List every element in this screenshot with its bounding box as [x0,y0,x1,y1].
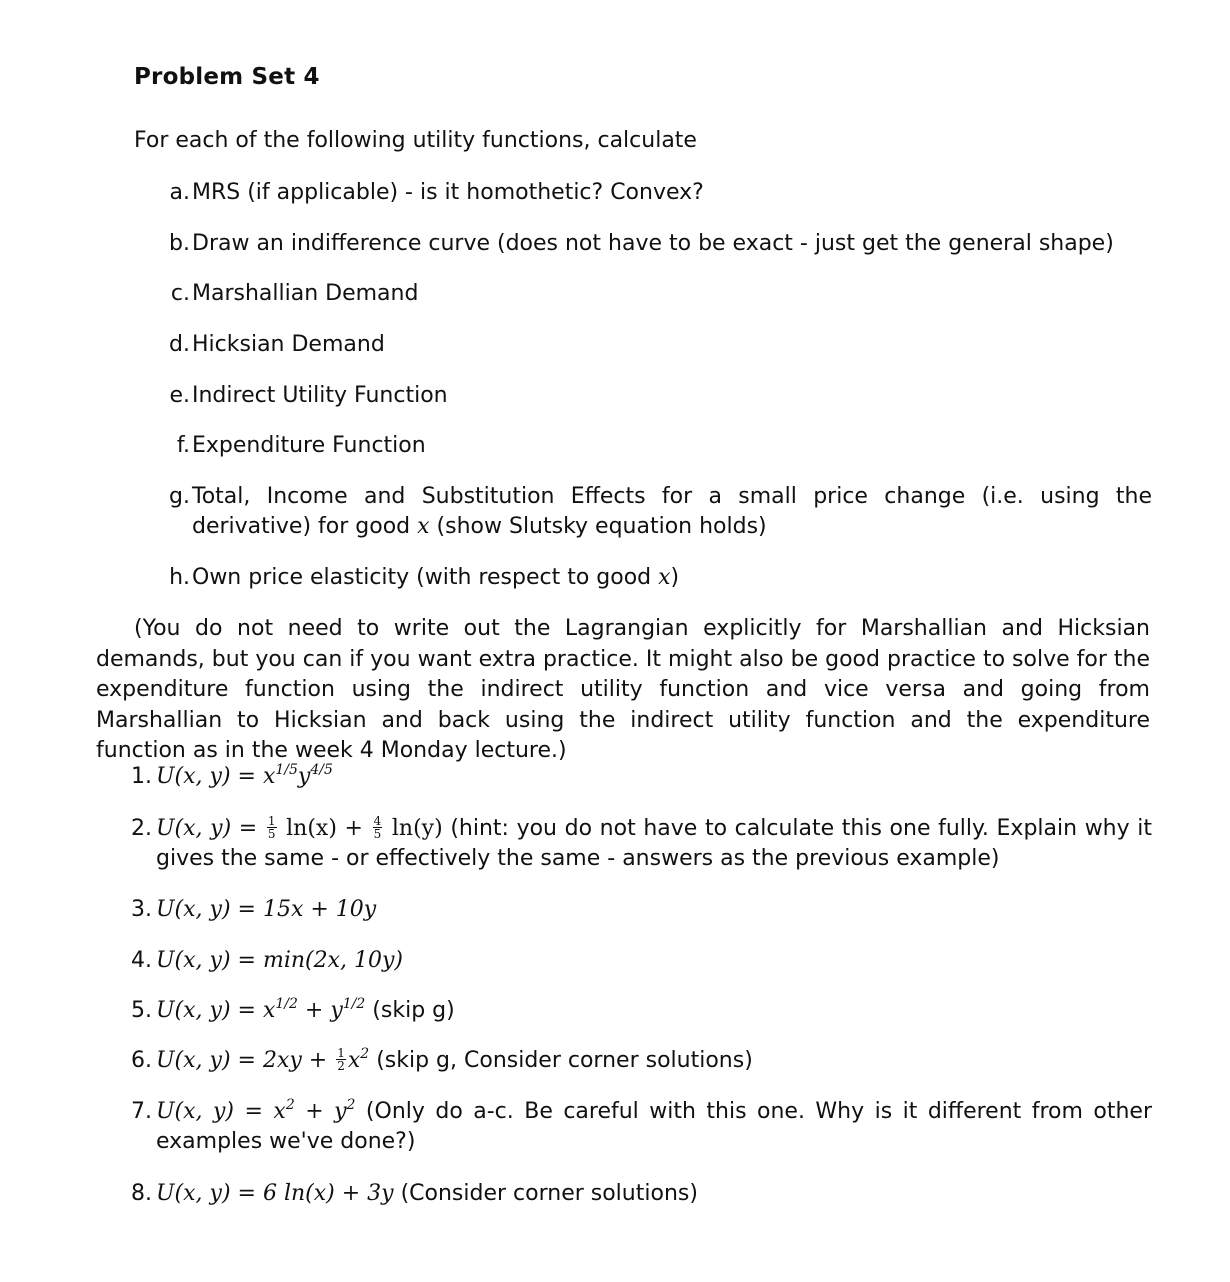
instructions-paragraph: (You do not need to write out the Lagrangian explicitly for Marshallian and Hicksian demands, but you can if you want extra practice. It might also be good practice to solve for the expenditure function using the indirect utility function and vice versa and going from Marshallian to Hicksian and back using the indirect utility function and the expenditure function as in the week 4 Monday lecture.) [96,616,1150,763]
intro-text: For each of the following utility functions, calculate [134,128,697,153]
utility-formula: U(x, y) = 2xy + $\frac{1}{2}$ $x^2$ (skip g, Consider corner solutions) [156,1045,753,1073]
utility-formula: U(x, $y) = x^{1/2} + y^{1/2}$ (skip g) [156,996,455,1023]
utility-formula: U(x, $y) = x^{1/5}y^{4/5}$ [156,762,333,789]
item-number: 7. [131,1099,152,1124]
page-title: Problem Set 4 [134,64,320,90]
list-item-text: Indirect Utility Function [192,383,448,408]
item-number: 1. [131,764,152,789]
list-item-text: Hicksian Demand [192,332,385,357]
fraction: $\frac{1}{5}$ [267,813,276,841]
utility-formula: U(x, y) = $\frac{1}{5}$ ln(x) + $\frac{4}{5}$ ln(y) (hint: you do not have to calculate this one fully. Explain why it gives the same - or effectively the same - answers as the previous example) [156,813,1153,871]
item-number: 4. [131,948,152,973]
list-item-text: Total, Income and Substitution Effects for a small price change (i.e. using the derivative) for good x (show Slutsky equation holds) [192,484,1152,539]
fraction: $\frac{4}{5}$ [373,813,382,841]
list-item-text: MRS (if applicable) - is it homothetic? Convex? [192,180,704,205]
item-number: 2. [131,816,152,841]
list-item-label: g. [169,484,190,509]
fraction: $\frac{1}{2}$ [337,1045,345,1073]
item-number: 6. [131,1048,152,1073]
list-item-text: Marshallian Demand [192,281,419,306]
item-number: 5. [131,998,152,1023]
utility-formula: U(x, y) = 6 ln(x) + 3y (Consider corner solutions) [156,1181,698,1206]
list-item-text: Expenditure Function [192,433,426,458]
item-number: 3. [131,897,152,922]
utility-formula: U(x, y) = min(2x, 10y) [156,948,403,973]
list-item-label: h. [169,565,190,590]
utility-formula: U(x, y) = 15x + 10y [156,897,377,922]
list-item-label: f. [176,433,190,458]
list-item-label: c. [170,281,190,306]
list-item-label: a. [169,180,190,205]
item-number: 8. [131,1181,152,1206]
list-item-text: Own price elasticity (with respect to good x) [192,565,680,590]
utility-formula: U(x, $y) = x^2 + y^2$ (Only do a-c. Be careful with this one. Why is it different from other examples we've done?) [156,1097,1153,1154]
list-item-label: b. [169,231,190,256]
list-item-label: e. [169,383,190,408]
list-item-text: Draw an indifference curve (does not have to be exact - just get the general shape) [192,231,1114,256]
list-item-label: d. [169,332,190,357]
